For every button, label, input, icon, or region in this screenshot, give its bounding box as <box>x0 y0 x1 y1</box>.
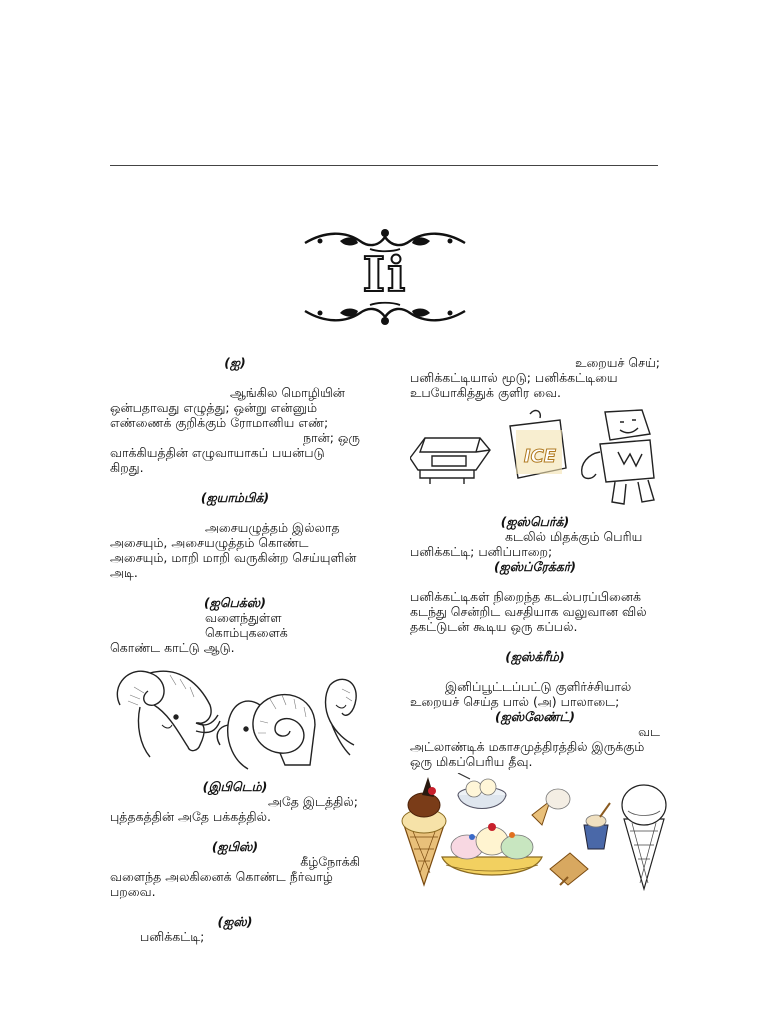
entry-definition-line: ஆங்கில மொழியின் <box>230 385 345 400</box>
entry-headword: (ஐஸ்பெர்க்) <box>500 514 570 529</box>
entry-headword: (ஐஸ்லேண்ட்) <box>495 709 575 724</box>
chapter-letter: Ii <box>362 247 408 303</box>
entry-definition-line: பறவை. <box>110 884 156 899</box>
top-rule <box>110 165 658 166</box>
entry-definition-line: பனிக்கட்டிகள் நிறைந்த கடல்பரப்பினைக் <box>410 589 641 604</box>
entry-headword: (ஐபிஸ்) <box>211 839 259 854</box>
entry-definition-line: பனிக்கட்டியால் மூடு; பனிக்கட்டியை <box>410 370 618 385</box>
entry-definition-line: கொண்ட காட்டு ஆடு. <box>110 640 235 655</box>
left-column <box>110 355 360 944</box>
entry-definition-line: பனிக்கட்டி; பனிப்பாறை; <box>410 544 553 559</box>
entry-definition-line: கீழ்நோக்கி <box>300 854 360 869</box>
entry-definition-line: நான்; ஒரு <box>303 430 360 445</box>
entry-definition-line: வாக்கியத்தின் எழுவாயாகப் பயன்படு <box>110 445 325 460</box>
entry-definition-line: உபயோகித்துக் குளிர வை. <box>410 385 562 400</box>
entry-definition-line: பனிக்கட்டி; <box>140 929 205 944</box>
entry-definition-line: புத்தகத்தின் அதே பக்கத்தில். <box>110 809 271 824</box>
right-column <box>410 355 660 893</box>
letter-ornament <box>300 225 470 330</box>
entry-definition-line: அதே இடத்தில்; <box>268 794 358 809</box>
entry-definition-line: தகட்டுடன் கூடிய ஒரு கப்பல். <box>410 619 578 634</box>
entry-headword: (ஐ) <box>224 355 246 370</box>
entry-definition-line: இனிப்பூட்டப்பட்டு குளிர்ச்சியால் <box>445 679 632 694</box>
entry-definition-line: உறையச் செய்த பால் (அ) பாலாடை; <box>410 694 620 709</box>
entry-definition-line: அட்லாண்டிக் மகாசமுத்திரத்தில் இருக்கும் <box>410 739 645 754</box>
ibex-illustration <box>110 665 360 775</box>
entry-definition-line: ஒன்பதாவது எழுத்து; ஒன்று என்னும் <box>110 400 318 415</box>
ice-cream-illustration <box>392 773 660 893</box>
ornament-flourish-icon <box>300 301 470 327</box>
entry-definition-line: உறையச் செய்; <box>575 355 660 370</box>
entry-headword: (ஐஸ்க்ரீம்) <box>505 649 565 664</box>
entry-definition-line: ஒரு மிகப்பெரிய தீவு. <box>410 754 533 769</box>
entry-definition-line: வட <box>638 724 660 739</box>
entry-definition-line: எண்ணைக் குறிக்கும் ரோமானிய எண்; <box>110 415 329 430</box>
ice-illustration <box>410 408 660 508</box>
entry-definition-line: கடந்து சென்றிட வசதியாக வலுவான வில் <box>410 604 647 619</box>
entry-definition-line: வளைந்துள்ள கொம்புகளைக் <box>205 610 288 640</box>
entry-definition-line: கடலில் மிதக்கும் பெரிய <box>505 529 643 544</box>
entry-headword: (ஐஸ்) <box>217 914 253 929</box>
entry-headword: (இபிடெம்) <box>202 779 268 794</box>
entry-headword: (ஐயாம்பிக்) <box>200 490 270 505</box>
entry-definition-line: அடி. <box>110 565 138 580</box>
entry-headword: (ஐபெக்ஸ்) <box>204 595 266 610</box>
entry-definition-line: அசையும், அசையழுத்தம் கொண்ட <box>110 535 309 550</box>
entry-headword: (ஐஸ்ப்ரேக்கர்) <box>493 559 577 574</box>
entry-definition-line: கிறது. <box>110 460 144 475</box>
ice-sign-label: ICE <box>523 446 557 467</box>
entry-definition-line: வளைந்த அலகினைக் கொண்ட நீர்வாழ் <box>110 869 333 884</box>
entry-definition-line: அசையழுத்தம் இல்லாத <box>205 520 340 535</box>
entry-definition-line: அசையும், மாறி மாறி வருகின்ற செய்யுளின் <box>110 550 357 565</box>
